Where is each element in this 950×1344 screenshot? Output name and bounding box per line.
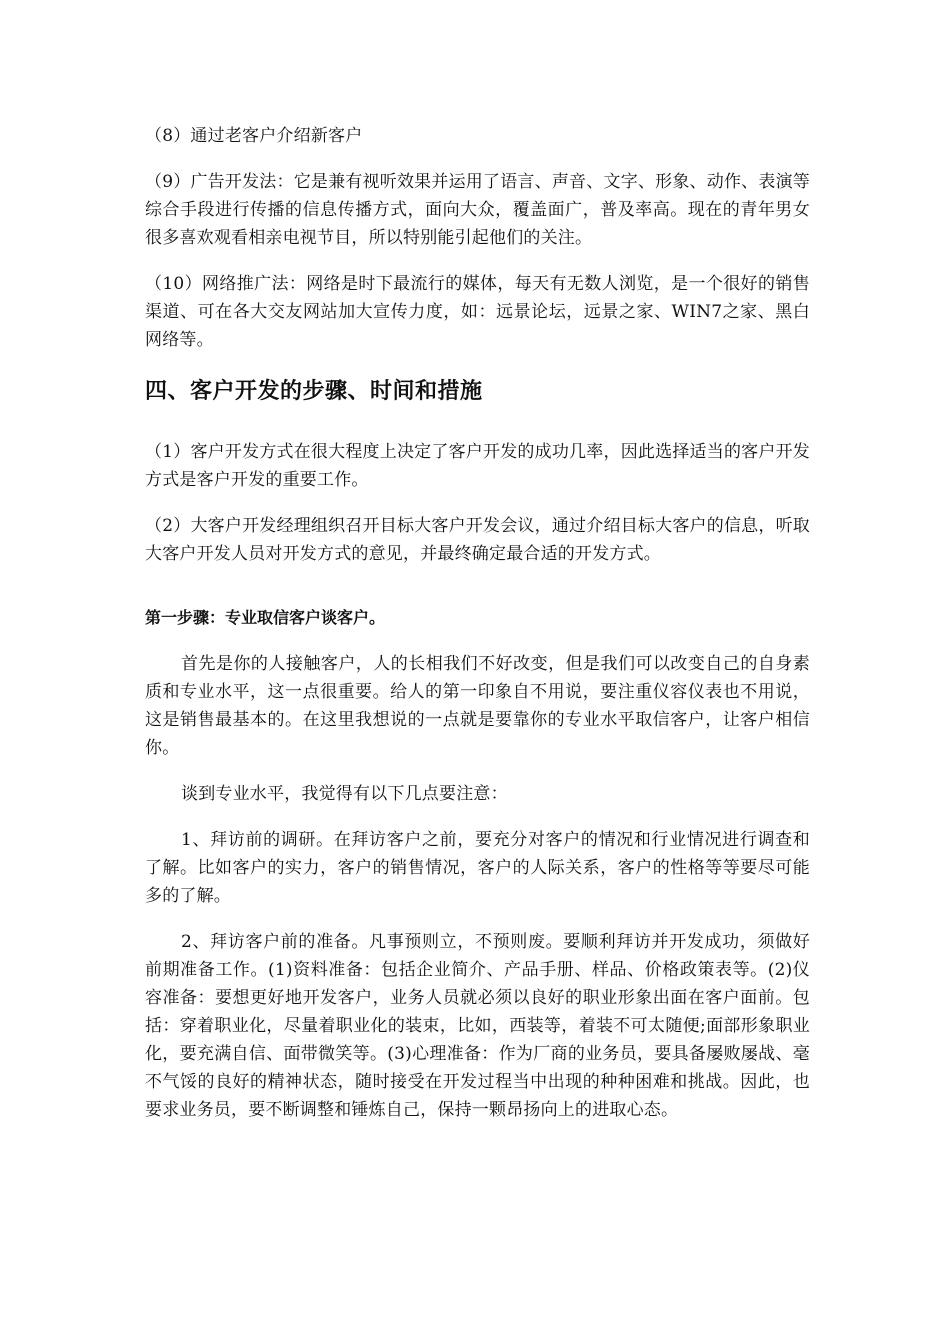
section-heading: 四、客户开发的步骤、时间和措施 [145,379,483,404]
document-body [145,120,810,1124]
section-paragraph-2: （2）大客户开发经理组织召开目标大客户开发会议，通过介绍目标大客户的信息，听取大客户开发人员对开发方式的意见，并最终确定最合适的开发方式。 [145,516,810,564]
step-paragraph-1: 首先是你的人接触客户，人的长相我们不好改变，但是我们可以改变自己的自身素质和专业水平，这一点很重要。给人的第一印象自不用说，要注重仪容仪表也不用说，这是销售最基本的。在这里我想说的一点就是要靠你的专业水平取信客户，让客户相信你。 [145,654,810,758]
list-item-8: （8）通过老客户介绍新客户 [145,126,363,146]
list-item-10: （10）网络推广法：网络是时下最流行的媒体，每天有无数人浏览，是一个很好的销售渠道、可在各大交友网站加大宣传力度，如：远景论坛，远景之家、WIN7之家、黑白网络等。 [145,274,810,350]
step-paragraph-2: 谈到专业水平，我觉得有以下几点要注意： [181,784,508,804]
section-paragraph-1: （1）客户开发方式在很大程度上决定了客户开发的成功几率，因此选择适当的客户开发方式是客户开发的重要工作。 [145,442,810,490]
step-paragraph-3: 1、拜访前的调研。在拜访客户之前，要充分对客户的情况和行业情况进行调查和了解。比如客户的实力，客户的销售情况，客户的人际关系，客户的性格等等要尽可能多的了解。 [145,830,810,906]
list-item-9: （9）广告开发法：它是兼有视听效果并运用了语言、声音、文字、形象、动作、表演等综合手段进行传播的信息传播方式，面向大众，覆盖面广，普及率高。现在的青年男女很多喜欢观看相亲电视节目，所以特别能引起他们的关注。 [145,172,810,248]
step-paragraph-4: 2、拜访客户前的准备。凡事预则立，不预则废。要顺利拜访并开发成功，须做好前期准备工作。(1)资料准备：包括企业简介、产品手册、样品、价格政策表等。(2)仪容准备：要想更好地开发客户，业务人员就必须以良好的职业形象出面在客户面前。包括：穿着职业化，尽量着职业化的装束，比如，西装等，着装不可太随便;面部形象职业化，要充满自信、面带微笑等。(3)心理准备：作为厂商的业务员，要具备屡败屡战、毫不气馁的良好的精神状态，随时接受在开发过程当中出现的种种困难和挑战。因此，也要求业务员，要不断调整和锤炼自己，保持一颗昂扬向上的进取心态。 [145,932,810,1120]
step-heading: 第一步骤：专业取信客户谈客户。 [145,608,386,627]
